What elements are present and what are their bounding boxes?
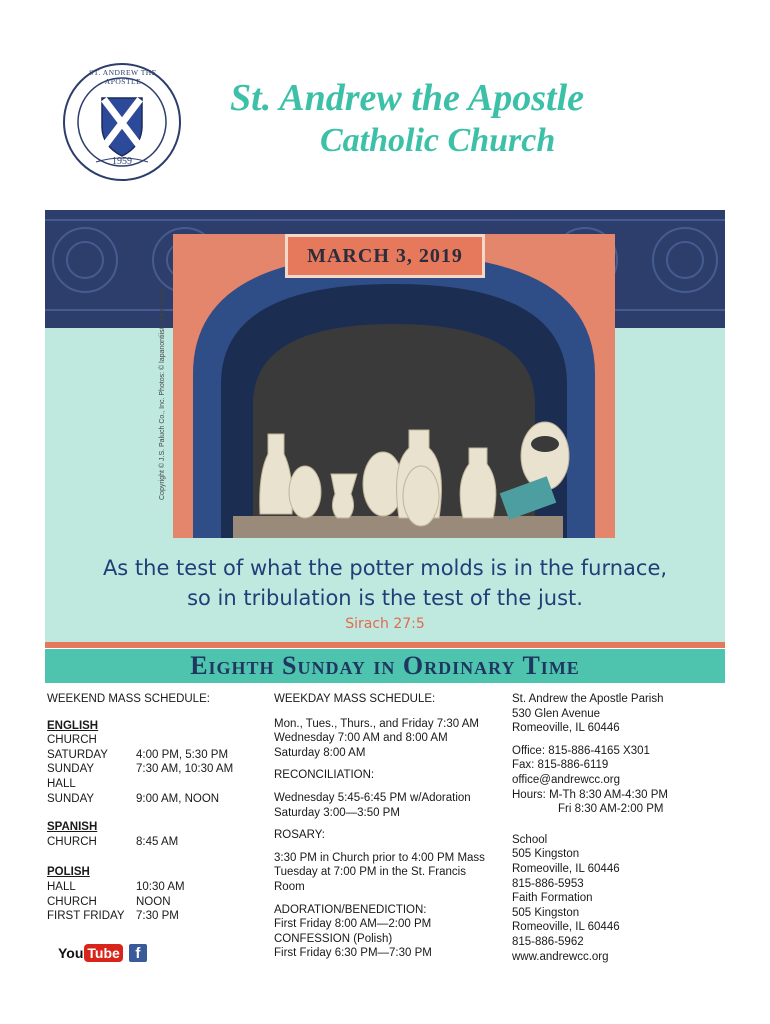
office-line: Office: 815-886-4165 X301 <box>512 744 650 757</box>
school-line: Faith Formation <box>512 892 593 905</box>
weekday-mass-line: Mon., Tues., Thurs., and Friday 7:30 AM <box>274 717 479 730</box>
seal-year: 1959 <box>112 156 132 167</box>
spanish-rows <box>47 835 262 850</box>
seal-text: ST. ANDREW THE APOSTLE <box>89 68 157 86</box>
schedule-times: 9:00 AM, NOON <box>136 792 220 805</box>
bulletin-date: MARCH 3, 2019 <box>307 244 463 267</box>
adoration-line: First Friday 8:00 AM—2:00 PM <box>274 918 432 931</box>
schedule-row <box>47 733 262 748</box>
adoration-heading: ADORATION/BENEDICTION: <box>274 903 427 916</box>
church-subtitle: Catholic Church <box>320 122 556 159</box>
date-label-box <box>285 234 485 278</box>
schedule-times: 7:30 PM <box>136 910 179 923</box>
youtube-icon[interactable] <box>58 944 123 962</box>
adoration-lines <box>274 917 502 961</box>
weekday-schedule <box>274 692 502 961</box>
adoration-line: CONFESSION (Polish) <box>274 932 393 945</box>
schedule-location: SATURDAY <box>47 748 108 761</box>
school-line: 505 Kingston <box>512 906 580 919</box>
schedule-location: SUNDAY <box>47 792 95 805</box>
polish-heading: POLISH <box>47 866 90 879</box>
schedule-row <box>47 880 262 895</box>
schedule-location: SUNDAY <box>47 763 95 776</box>
school-info <box>512 833 724 964</box>
rosary-lines <box>274 851 502 895</box>
office-info <box>512 744 724 802</box>
schedule-location: CHURCH <box>47 895 97 908</box>
schedule-times: 4:00 PM, 5:30 PM <box>136 748 229 761</box>
school-line: Romeoville, IL 60446 <box>512 862 620 875</box>
schedule-row <box>47 895 262 910</box>
polish-rows <box>47 880 262 924</box>
rosary-heading: ROSARY: <box>274 829 325 842</box>
parish-contact <box>512 692 724 964</box>
accent-stripe <box>45 642 725 648</box>
schedule-location: CHURCH <box>47 835 97 848</box>
english-rows <box>47 733 262 806</box>
english-heading: ENGLISH <box>47 719 99 732</box>
office-line: Hours: M-Th 8:30 AM-4:30 PM <box>512 788 668 801</box>
schedule-times: 8:45 AM <box>136 835 179 848</box>
weekend-schedule <box>47 692 262 924</box>
weekday-mass-line: Wednesday 7:00 AM and 8:00 AM <box>274 732 448 745</box>
schedule-row <box>47 909 262 924</box>
weekend-heading: WEEKEND MASS SCHEDULE: <box>47 693 210 705</box>
schedule-row <box>47 777 262 792</box>
scripture-citation: Sirach 27:5 <box>345 616 425 632</box>
schedule-location: CHURCH <box>47 734 97 747</box>
school-line: 815-886-5953 <box>512 877 584 890</box>
weekday-mass-line: Saturday 8:00 AM <box>274 746 366 759</box>
parish-line: St. Andrew the Apostle Parish <box>512 693 664 705</box>
schedule-times: 7:30 AM, 10:30 AM <box>136 763 234 776</box>
schedule-times: 10:30 AM <box>136 880 185 893</box>
friday-hours: Fri 8:30 AM-2:00 PM <box>558 803 664 816</box>
spanish-heading: SPANISH <box>47 821 98 834</box>
school-line: School <box>512 833 548 846</box>
quote-line-2: so in tribulation is the test of the just. <box>187 586 583 610</box>
office-line: Fax: 815-886-6119 <box>512 759 609 772</box>
parish-line: Romeoville, IL 60446 <box>512 722 620 735</box>
school-line: 505 Kingston <box>512 848 580 861</box>
schedule-location: HALL <box>47 880 76 893</box>
schedule-times: NOON <box>136 895 171 908</box>
cover-banner <box>45 210 725 642</box>
school-line: Romeoville, IL 60446 <box>512 921 620 934</box>
kiln-photo <box>173 234 615 538</box>
schedule-row <box>47 792 262 807</box>
weekday-heading: WEEKDAY MASS SCHEDULE: <box>274 693 436 705</box>
rosary-line: Room <box>274 880 305 893</box>
weekday-mass-lines <box>274 717 502 761</box>
rosary-line: 3:30 PM in Church prior to 4:00 PM Mass <box>274 851 485 864</box>
reconciliation-line: Saturday 3:00—3:50 PM <box>274 806 400 819</box>
rosary-line: Tuesday at 7:00 PM in the St. Francis <box>274 866 466 879</box>
liturgical-title: Eighth Sunday in Ordinary Time <box>190 651 580 680</box>
reconciliation-lines <box>274 791 502 820</box>
parish-line: 530 Glen Avenue <box>512 707 601 720</box>
social-links <box>58 944 147 962</box>
office-line[interactable]: office@andrewcc.org <box>512 773 620 786</box>
liturgical-title-ribbon <box>45 649 725 683</box>
youtube-tube: Tube <box>84 944 122 962</box>
church-name-title: St. Andrew the Apostle <box>230 77 585 119</box>
photo-credit: Copyright © J.S. Paluch Co., Inc. Photos: © lapanontiis/Adobe Stock <box>159 287 166 500</box>
schedule-location: FIRST FRIDAY <box>47 910 125 923</box>
reconciliation-line: Wednesday 5:45-6:45 PM w/Adoration <box>274 791 471 804</box>
schedule-row <box>47 762 262 777</box>
quote-line-1: As the test of what the potter molds is in the furnace, <box>102 556 668 580</box>
schedule-location: HALL <box>47 777 76 790</box>
reconciliation-heading: RECONCILIATION: <box>274 769 375 782</box>
schedule-row <box>47 748 262 763</box>
schedule-row <box>47 835 262 850</box>
parish-address <box>512 692 724 736</box>
school-line[interactable]: www.andrewcc.org <box>512 950 609 963</box>
youtube-you: You <box>58 945 84 961</box>
school-line: 815-886-5962 <box>512 935 584 948</box>
adoration-line: First Friday 6:30 PM—7:30 PM <box>274 947 432 960</box>
scripture-quote <box>45 553 725 613</box>
facebook-icon[interactable]: f <box>129 944 147 962</box>
